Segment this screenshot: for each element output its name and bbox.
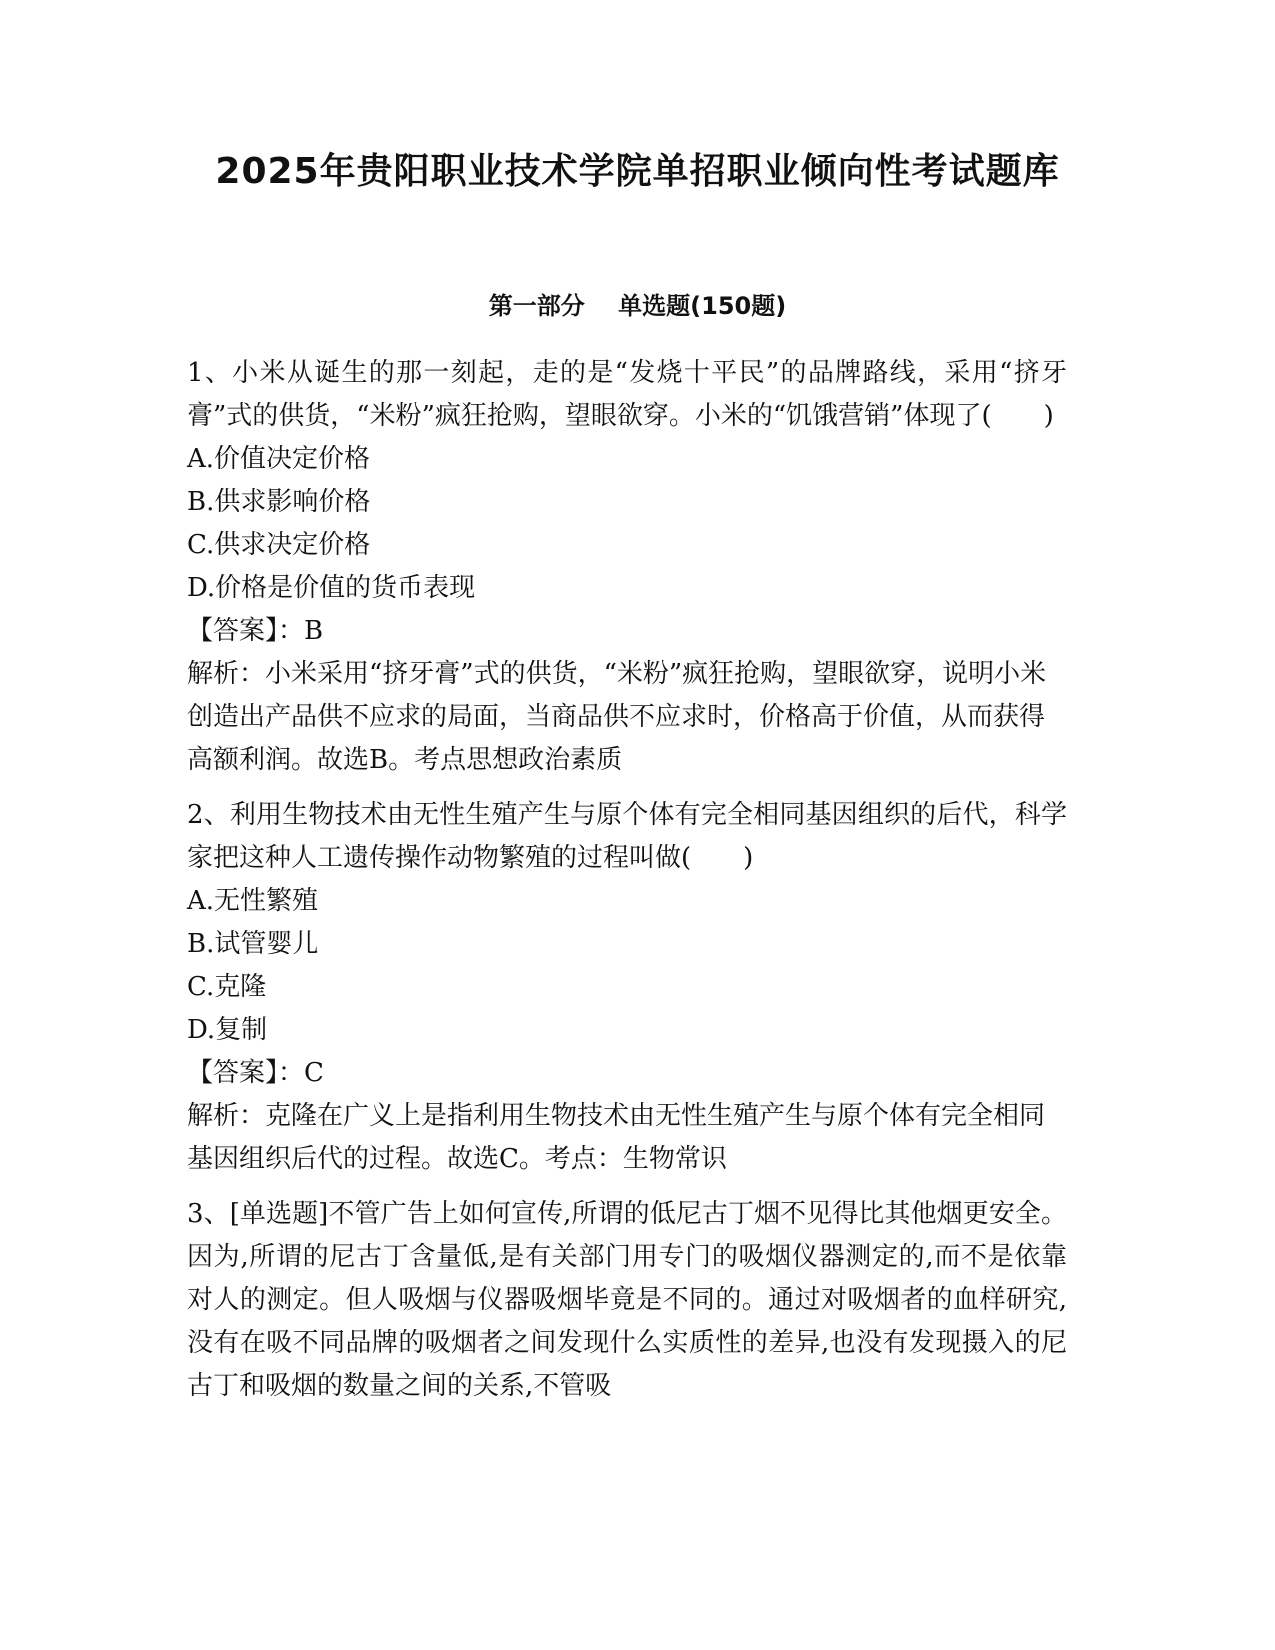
question-1 — [187, 352, 1067, 782]
option-d: D.价格是价值的货币表现 — [187, 573, 476, 603]
question-stem: 2、利用生物技术由无性生殖产生与原个体有完全相同基因组织的后代，科学家把这种人工遗传操作动物繁殖的过程叫做( ) — [187, 800, 1067, 873]
option-a: A.价值决定价格 — [187, 444, 371, 474]
answer-line: 【答案】：C — [187, 1058, 324, 1088]
option-c: C.克隆 — [187, 972, 267, 1002]
document-title: 2025年贵阳职业技术学院单招职业倾向性考试题库 — [215, 151, 1060, 192]
question-list — [187, 352, 1067, 1420]
option-d: D.复制 — [187, 1015, 268, 1045]
option-a: A.无性繁殖 — [187, 886, 319, 916]
answer-line: 【答案】：B — [187, 616, 324, 646]
question-3 — [187, 1193, 1067, 1408]
analysis-text: 解析：小米采用“挤牙膏”式的供货，“米粉”疯狂抢购，望眼欲穿，说明小米创造出产品供不应求的局面，当商品供不应求时，价格高于价值，从而获得高额利润。故选B。考点思想政治素质 — [187, 659, 1047, 775]
option-b: B.试管婴儿 — [187, 929, 319, 959]
question-stem: 3、[单选题]不管广告上如何宣传,所谓的低尼古丁烟不见得比其他烟更安全。因为,所谓的尼古丁含量低,是有关部门用专门的吸烟仪器测定的,而不是依靠对人的测定。但人吸烟与仪器吸烟毕竟是不同的。通过对吸烟者的血样研究,没有在吸不同品牌的吸烟者之间发现什么实质性的差异,也没有发现摄入的尼古丁和吸烟的数量之间的关系,不管吸 — [187, 1199, 1067, 1401]
section-title: 第一部分 单选题(150题) — [488, 292, 787, 320]
option-b: B.供求影响价格 — [187, 487, 371, 517]
analysis-text: 解析：克隆在广义上是指利用生物技术由无性生殖产生与原个体有完全相同基因组织后代的过程。故选C。考点：生物常识 — [187, 1101, 1046, 1174]
option-c: C.供求决定价格 — [187, 530, 371, 560]
question-stem: 1、小米从诞生的那一刻起，走的是“发烧十平民”的品牌路线，采用“挤牙膏”式的供货，“米粉”疯狂抢购，望眼欲穿。小米的“饥饿营销”体现了( ) — [187, 358, 1067, 431]
question-2 — [187, 794, 1067, 1181]
